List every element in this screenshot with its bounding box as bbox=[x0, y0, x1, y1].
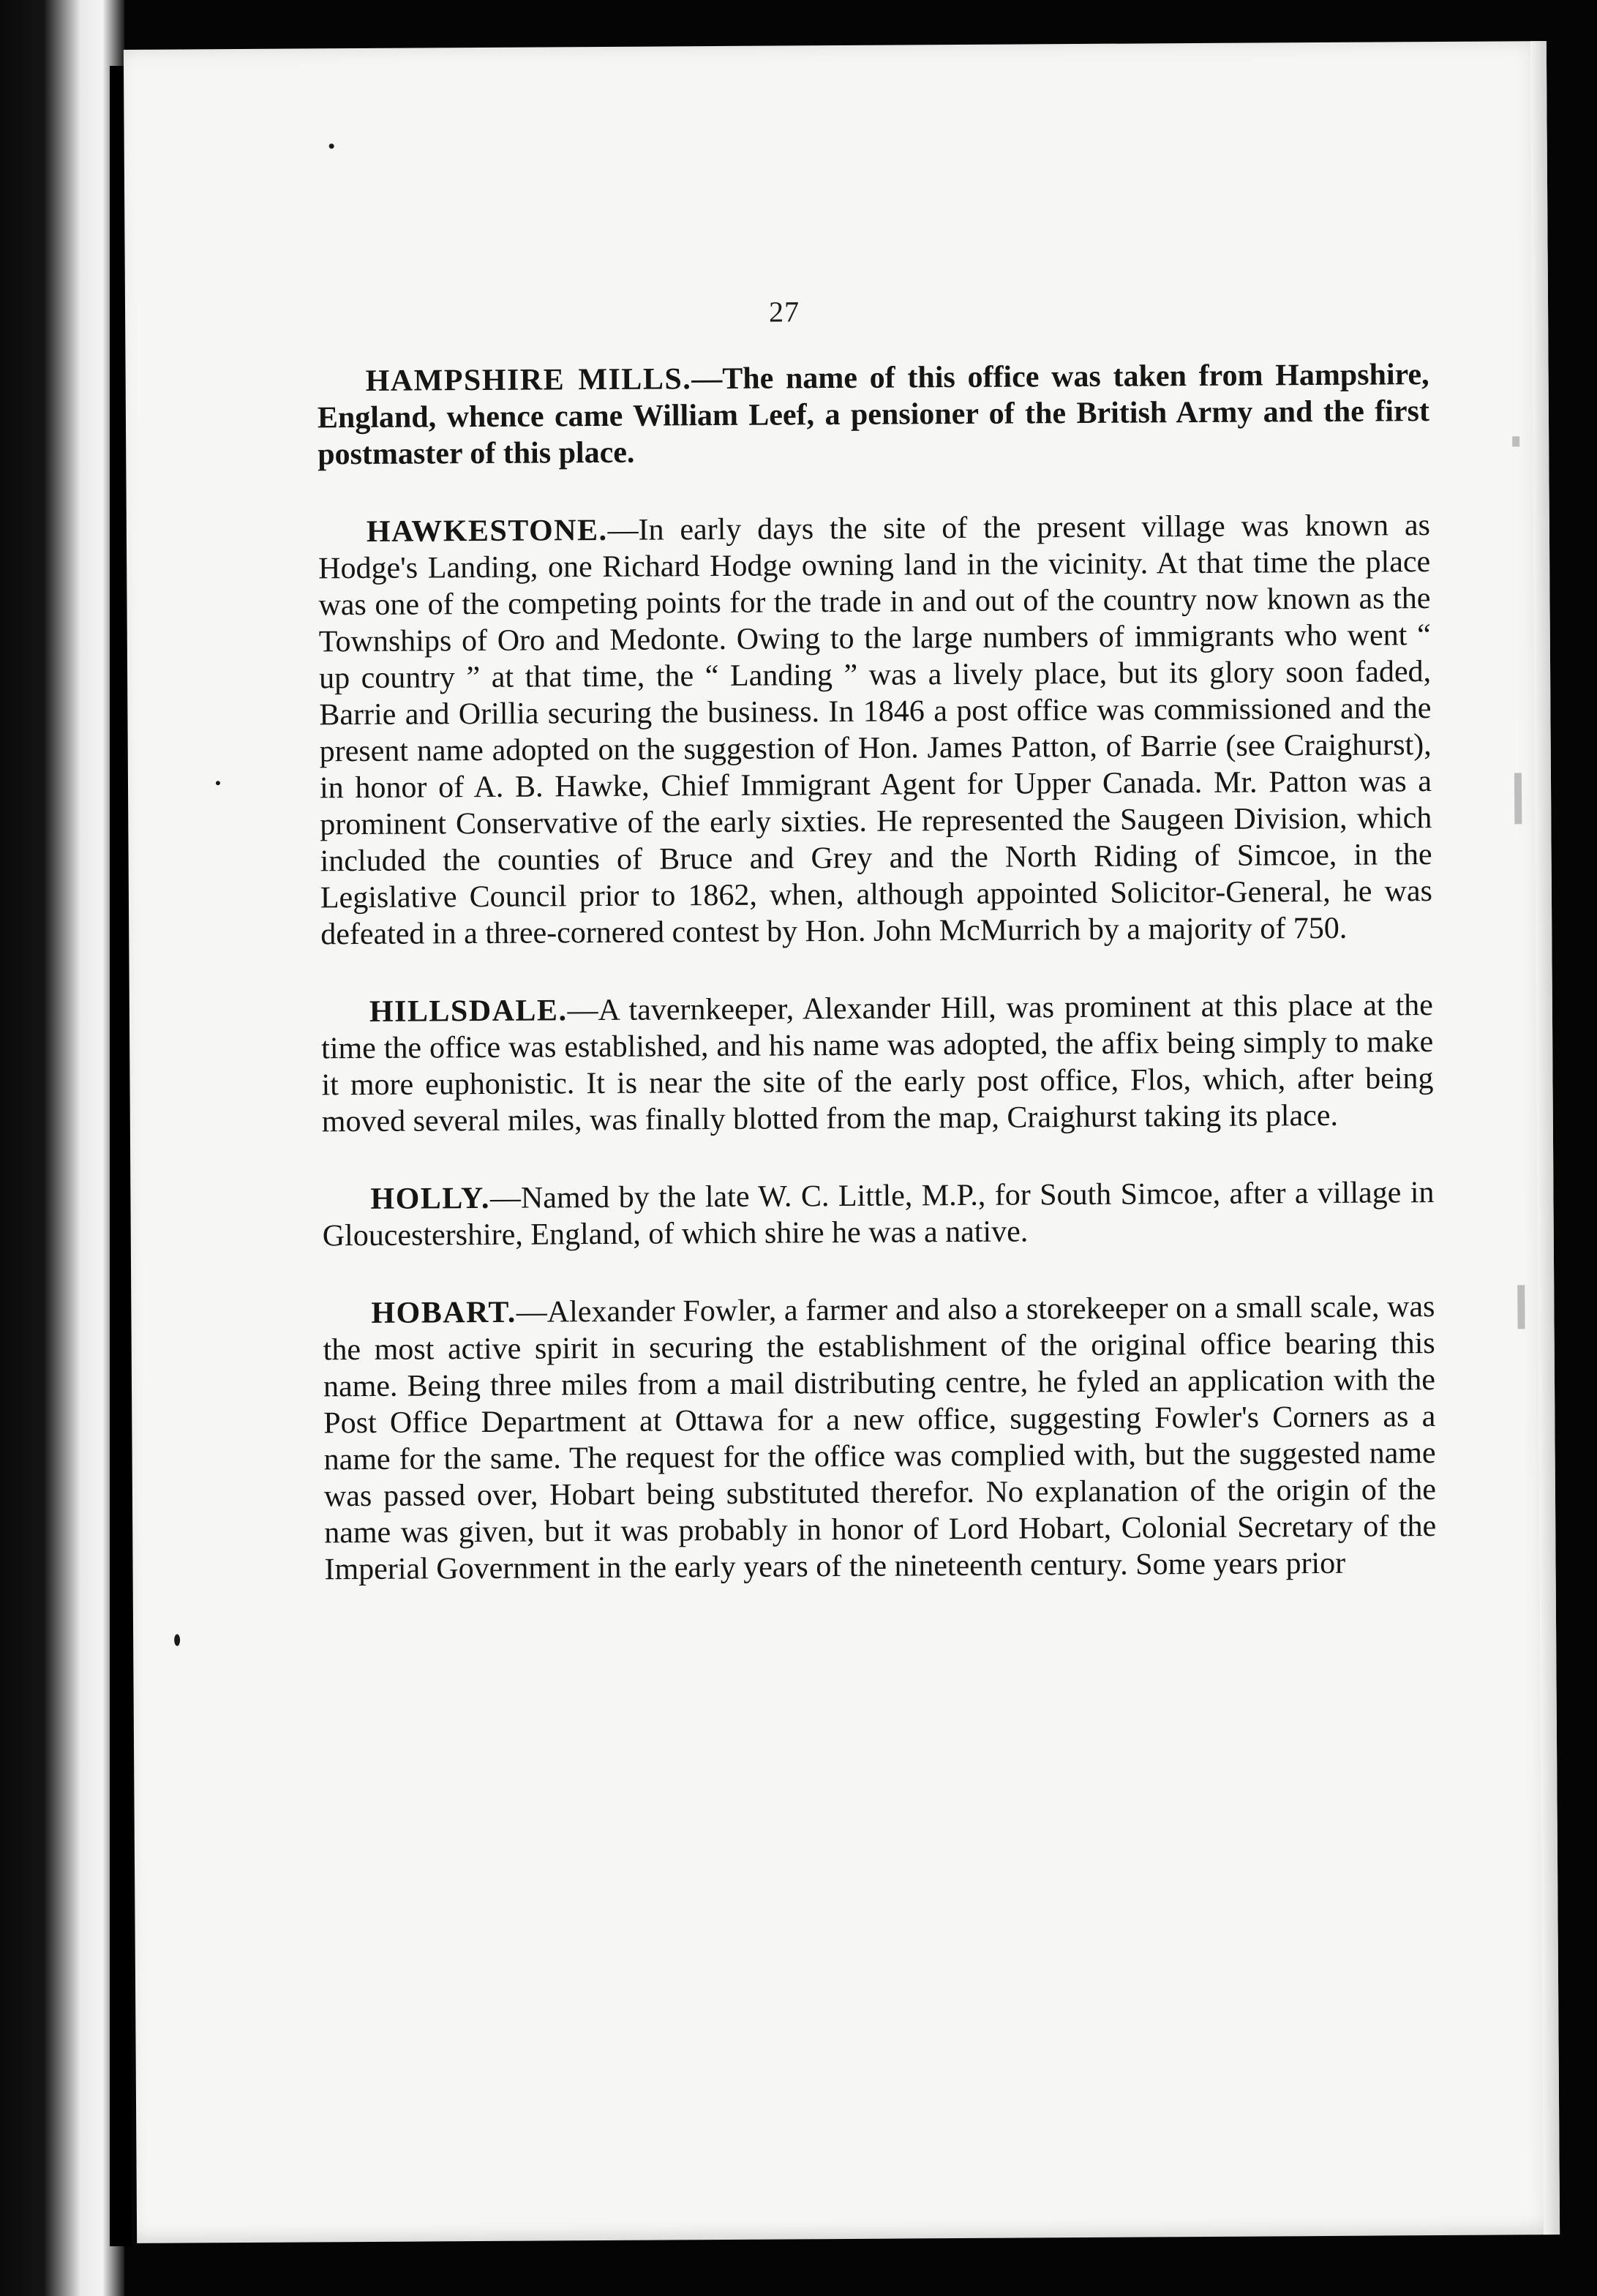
entry-hampshire-mills bbox=[317, 356, 1429, 473]
entry-headword: HILLSDALE. bbox=[369, 994, 568, 1029]
page-edge-mark bbox=[1512, 436, 1519, 446]
page-body bbox=[317, 356, 1437, 1629]
entry-text: —The name of this office was taken from Hampshire, England, whence came William Leef, a pensioner of the British Army and the first postmaster of this place. bbox=[317, 358, 1430, 472]
facing-page-edge bbox=[0, 0, 124, 2296]
page-number: 27 bbox=[768, 295, 800, 329]
print-speck bbox=[329, 143, 334, 149]
entry-hawkestone bbox=[318, 507, 1433, 953]
entry-text: —A tavernkeeper, Alexander Hill, was prominent at this place at the time the office was established, and his name was adopted, the affix being simply to make it more euphonistic. It is near the site of the early post office, Flos, which, after being moved several miles, was finally blotted from the map, Craighurst taking its place. bbox=[321, 988, 1434, 1139]
page-edge-shadow bbox=[1530, 41, 1560, 2235]
entry-headword: HAWKESTONE. bbox=[366, 513, 608, 549]
entry-headword: HOLLY. bbox=[370, 1181, 491, 1216]
page-edge-mark bbox=[1514, 773, 1522, 824]
entry-text: —Named by the late W. C. Little, M.P., for South Simcoe, after a village in Gloucestershire, England, of which shire he was a native. bbox=[322, 1176, 1435, 1253]
entry-text: —In early days the site of the present village was known as Hodge's Landing, one Richard Hodge owning land in the vicinity. At that time the place was one of the competing points for the trade in and out of the country now known as the Townships of Oro and Medonte. Owing to the large numbers of immigrants who went “ up country ” at that time, the “ Landing ” was a lively place, but its glory soon faded, Barrie and Orillia securing the business. In 1846 a post office was commissioned and the present name adopted on the suggestion of Hon. James Patton, of Barrie (see Craighurst), in honor of A. B. Hawke, Chief Immigrant Agent for Upper Canada. Mr. Patton was a prominent Conservative of the early sixties. He represented the Saugeen Division, which included the counties of Bruce and Grey and the North Riding of Simcoe, in the Legislative Council prior to 1862, when, although appointed Solicitor-General, he was defeated in a three-cornered contest by Hon. John McMurrich by a majority of 750. bbox=[318, 509, 1433, 952]
print-speck bbox=[174, 1635, 180, 1646]
entry-holly bbox=[322, 1174, 1435, 1254]
book-page bbox=[124, 41, 1560, 2243]
entry-hobart bbox=[323, 1288, 1436, 1588]
entry-text: —Alexander Fowler, a farmer and also a storekeeper on a small scale, was the most active spirit in securing the establishment of the original office bearing this name. Being three miles from a mail distributing centre, he fyled an application with the Post Office Department at Ottawa for a new office, suggesting Fowler's Corners as a name for the same. The request for the office was complied with, but the suggested name was passed over, Hobart being substituted therefor. No explanation of the origin of the name was given, but it was probably in honor of Lord Hobart, Colonial Secretary of the Imperial Government in the early years of the nineteenth century. Some years prior bbox=[323, 1290, 1437, 1587]
entry-headword: HAMPSHIRE MILLS. bbox=[365, 362, 692, 398]
entry-hillsdale bbox=[321, 987, 1434, 1140]
print-speck bbox=[216, 781, 220, 785]
entry-headword: HOBART. bbox=[371, 1295, 516, 1330]
page-edge-mark bbox=[1517, 1285, 1525, 1329]
